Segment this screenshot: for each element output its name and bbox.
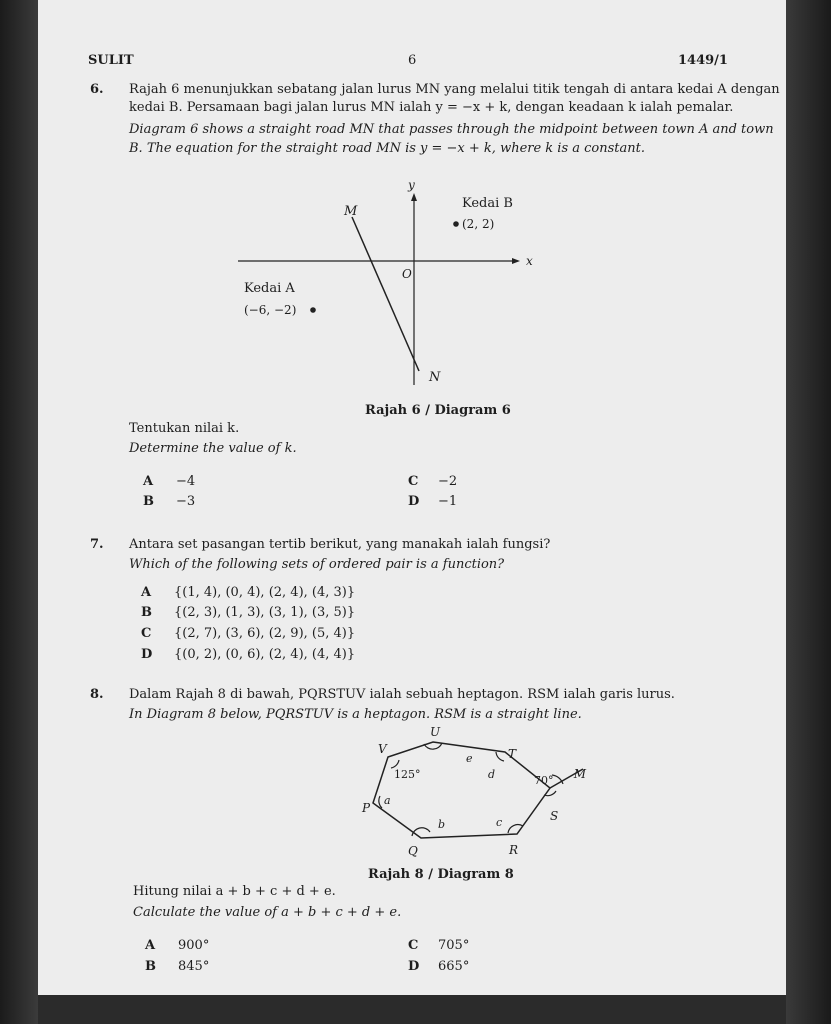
angle-b-arc: [412, 828, 430, 836]
q8-option-b-letter[interactable]: B: [145, 959, 156, 974]
line-mn: [352, 217, 419, 371]
q8-option-a-value[interactable]: 900°: [178, 938, 210, 953]
q6-option-b-letter[interactable]: B: [143, 494, 154, 509]
q6-option-a-letter[interactable]: A: [143, 474, 154, 489]
q8-option-a-letter[interactable]: A: [145, 938, 156, 953]
q6-diagram: [218, 175, 548, 395]
kedai-b-label: Kedai B: [462, 196, 513, 211]
q8-option-c-value[interactable]: 705°: [438, 938, 470, 953]
vertex-q-label: Q: [408, 844, 418, 858]
vertex-r-label: R: [509, 843, 519, 857]
q8-malay: Dalam Rajah 8 di bawah, PQRSTUV ialah sebuah heptagon. RSM ialah garis lurus.: [129, 687, 675, 702]
q6-option-b-value[interactable]: −3: [176, 494, 196, 509]
kedai-b-point: [453, 221, 459, 227]
point-n-label: N: [429, 370, 441, 385]
angle-c-label: c: [496, 816, 503, 829]
q6-caption: Rajah 6 / Diagram 6: [365, 403, 511, 418]
q6-prompt-malay: Tentukan nilai k.: [129, 421, 240, 436]
vertex-t-label: T: [508, 747, 517, 761]
angle-a-arc: [379, 796, 382, 808]
q8-english: In Diagram 8 below, PQRSTUV is a heptagon. RSM is a straight line.: [129, 707, 582, 722]
q6-option-c-letter[interactable]: C: [408, 474, 419, 489]
q7-option-b-value[interactable]: {(2, 3), (1, 3), (3, 1), (3, 5)}: [174, 605, 356, 620]
q8-option-b-value[interactable]: 845°: [178, 959, 210, 974]
point-m-label: M: [573, 767, 586, 781]
exam-page: [38, 0, 786, 995]
q8-number: 8.: [90, 687, 104, 702]
background-right: [786, 0, 831, 1024]
q8-prompt-english: Calculate the value of a + b + c + d + e.: [133, 905, 402, 920]
vertex-p-label: P: [362, 801, 371, 815]
q7-option-d-letter[interactable]: D: [141, 647, 153, 662]
x-axis-label: x: [526, 254, 533, 268]
q6-option-a-value[interactable]: −4: [176, 474, 196, 489]
header-page-number: 6: [408, 53, 417, 68]
q7-option-a-letter[interactable]: A: [141, 585, 152, 600]
header-sulit: SULIT: [88, 53, 134, 68]
q8-caption: Rajah 8 / Diagram 8: [368, 867, 514, 882]
origin-label: O: [402, 267, 412, 281]
q6-malay-line-1: Rajah 6 menunjukkan sebatang jalan lurus MN yang melalui titik tengah di antara kedai A dengan: [129, 82, 780, 97]
q7-malay: Antara set pasangan tertib berikut, yang manakah ialah fungsi?: [129, 537, 551, 552]
vertex-s-label: S: [550, 809, 559, 823]
kedai-a-coordinate: (−6, −2): [244, 303, 297, 317]
kedai-b-coordinate: (2, 2): [462, 217, 495, 231]
kedai-a-label: Kedai A: [244, 281, 295, 296]
angle-e-label: e: [466, 752, 473, 765]
angle-125-arc: [391, 760, 399, 768]
q6-english-line-1: Diagram 6 shows a straight road MN that passes through the midpoint between town A and town: [129, 122, 774, 137]
q7-english: Which of the following sets of ordered pair is a function?: [129, 557, 505, 572]
q7-number: 7.: [90, 537, 104, 552]
q7-option-b-letter[interactable]: B: [141, 605, 152, 620]
q7-option-a-value[interactable]: {(1, 4), (0, 4), (2, 4), (4, 3)}: [174, 585, 356, 600]
point-m-label: M: [344, 204, 358, 219]
q6-option-c-value[interactable]: −2: [438, 474, 458, 489]
vertex-v-label: V: [378, 742, 387, 756]
q7-option-d-value[interactable]: {(0, 2), (0, 6), (2, 4), (4, 4)}: [174, 647, 356, 662]
angle-125-label: 125°: [394, 768, 421, 781]
x-axis-arrow: [512, 258, 520, 264]
background-left: [0, 0, 38, 1024]
q8-option-d-letter[interactable]: D: [408, 959, 420, 974]
vertex-u-label: U: [430, 725, 441, 739]
angle-a-label: a: [384, 794, 391, 807]
q6-option-d-letter[interactable]: D: [408, 494, 420, 509]
header-code: 1449/1: [678, 53, 728, 68]
kedai-a-point: [310, 307, 316, 313]
q6-malay-line-2: kedai B. Persamaan bagi jalan lurus MN ialah y = −x + k, dengan keadaan k ialah pemalar.: [129, 100, 734, 115]
q6-english-line-2: B. The equation for the straight road MN is y = −x + k, where k is a constant.: [129, 141, 646, 156]
q6-option-d-value[interactable]: −1: [438, 494, 458, 509]
q6-prompt-english: Determine the value of k.: [129, 441, 297, 456]
angle-b-label: b: [438, 818, 446, 831]
angle-70-label: 70°: [534, 774, 554, 787]
q8-option-c-letter[interactable]: C: [408, 938, 419, 953]
angle-70-arc: [552, 775, 563, 784]
q8-diagram: [328, 722, 588, 862]
q6-number: 6.: [90, 82, 104, 97]
q8-option-d-value[interactable]: 665°: [438, 959, 470, 974]
y-axis-arrow: [411, 193, 417, 201]
q7-option-c-value[interactable]: {(2, 7), (3, 6), (2, 9), (5, 4)}: [174, 626, 356, 641]
angle-d-arc: [496, 752, 504, 761]
y-axis-label: y: [408, 178, 415, 192]
background-bottom: [38, 995, 786, 1024]
q8-prompt-malay: Hitung nilai a + b + c + d + e.: [133, 884, 336, 899]
heptagon: [373, 742, 550, 838]
q7-option-c-letter[interactable]: C: [141, 626, 152, 641]
angle-d-label: d: [488, 768, 496, 781]
